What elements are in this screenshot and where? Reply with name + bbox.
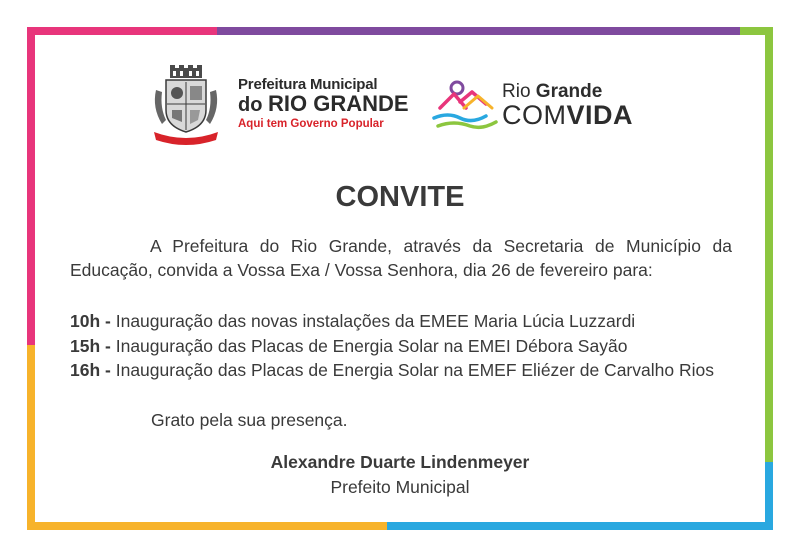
comvida-rio: Rio: [502, 81, 536, 102]
frame-bottom-yellow: [27, 522, 387, 530]
schedule-text: Inauguração das novas instalações da EMEE Maria Lúcia Luzzardi: [110, 311, 636, 331]
frame-top-pink: [27, 27, 217, 35]
page-title: CONVITE: [335, 181, 465, 213]
schedule-item: [70, 358, 714, 383]
schedule-time: 10h -: [70, 311, 111, 331]
schedule-text: Inauguração das Placas de Energia Solar na EMEI Débora Sayão: [110, 335, 628, 356]
thanks-text: Grato pela sua presença.: [151, 410, 348, 430]
intro-line2: Educação, convida a Vossa Exa / Vossa Senhora, dia 26 de fevereiro para:: [70, 260, 653, 280]
schedule-item: [70, 334, 714, 359]
schedule-text: Inauguração das Placas de Energia Solar na EMEF Eliézer de Carvalho Rios: [110, 360, 714, 380]
comvida-grande: Grande: [535, 81, 603, 102]
comvida-logo-icon: [430, 74, 502, 134]
prefeitura-city: RIO GRANDE: [268, 91, 409, 116]
intro-line1: A Prefeitura do Rio Grande, através da Secretaria de Município da: [150, 236, 732, 256]
frame-right-green: [765, 27, 773, 462]
frame-bottom-blue: [387, 522, 773, 530]
comvida-vida: VIDA: [566, 100, 634, 130]
prefeitura-line2: [238, 93, 409, 116]
comvida-logo-text: [502, 82, 633, 129]
comvida-line2: [502, 102, 633, 129]
schedule-list: [70, 309, 714, 383]
city-crest-icon: [150, 64, 222, 146]
prefeitura-logo-text: [238, 76, 409, 132]
intro-paragraph: [70, 234, 732, 282]
comvida-com: COM: [502, 100, 567, 130]
prefeitura-do: do: [238, 94, 268, 116]
schedule-time: 16h -: [70, 360, 111, 380]
signature-role: Prefeito Municipal: [330, 477, 470, 497]
signature-name: Alexandre Duarte Lindenmeyer: [270, 452, 530, 472]
comvida-line1: [502, 82, 633, 102]
frame-left-yellow: [27, 345, 35, 530]
prefeitura-line1: Prefeitura Municipal: [238, 76, 378, 93]
frame-top-purple: [217, 27, 740, 35]
schedule-time: 15h -: [70, 335, 111, 356]
prefeitura-slogan: Aqui tem Governo Popular: [238, 118, 384, 130]
schedule-item: [70, 309, 714, 334]
